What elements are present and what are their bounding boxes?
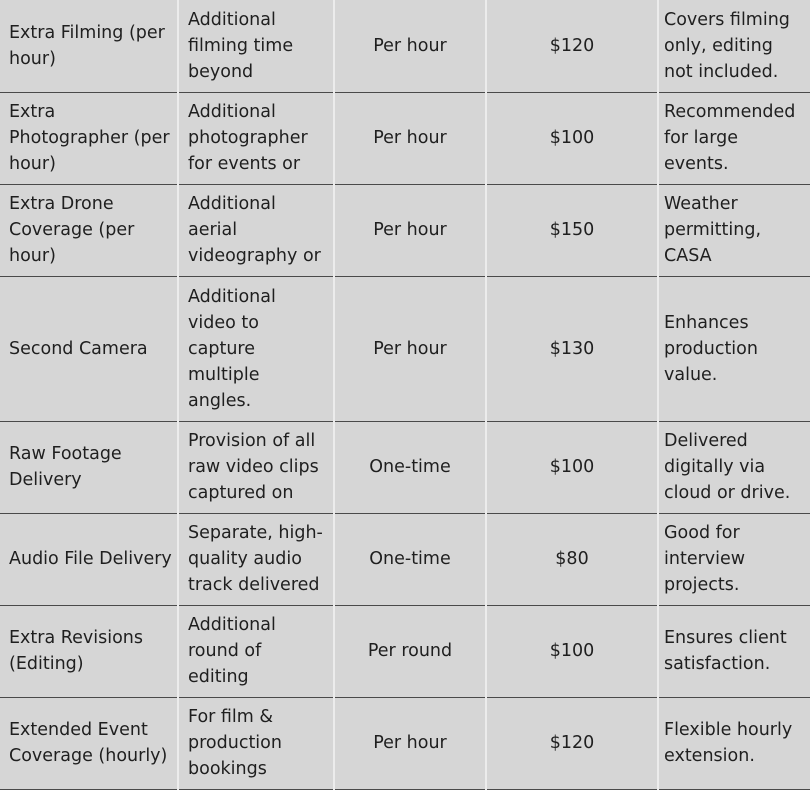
item-cell <box>0 0 178 92</box>
item-unit: One-time <box>369 457 451 477</box>
description-cell <box>178 0 334 92</box>
item-cell <box>0 184 178 276</box>
price-cell <box>486 184 658 276</box>
description-cell <box>178 92 334 184</box>
item-description: Additional photographer for events or <box>188 102 308 174</box>
item-price: $100 <box>549 128 595 148</box>
item-unit: Per hour <box>373 128 447 148</box>
item-name: Raw Footage Delivery <box>9 444 122 490</box>
item-name: Extra Photographer (per hour) <box>9 102 170 174</box>
item-price: $120 <box>549 733 595 753</box>
notes-cell <box>658 0 810 92</box>
item-cell <box>0 605 178 697</box>
item-notes: Flexible hourly extension. <box>664 720 793 766</box>
price-cell <box>486 0 658 92</box>
notes-cell <box>658 513 810 605</box>
notes-cell <box>658 276 810 421</box>
item-name: Extra Filming (per hour) <box>9 22 165 69</box>
price-cell <box>486 92 658 184</box>
item-description: Provision of all raw video clips captured on <box>188 431 319 503</box>
notes-cell <box>658 184 810 276</box>
item-cell <box>0 421 178 513</box>
item-unit: One-time <box>369 549 451 569</box>
item-cell <box>0 513 178 605</box>
notes-cell <box>658 421 810 513</box>
table-row <box>0 513 810 605</box>
notes-cell <box>658 92 810 184</box>
item-price: $130 <box>549 338 595 359</box>
table-row <box>0 276 810 421</box>
price-cell <box>486 513 658 605</box>
item-description: Additional video to capture multiple angles. <box>188 286 276 411</box>
item-notes: Good for interview projects. <box>664 523 746 595</box>
item-description: For film & production bookings <box>188 707 282 779</box>
item-name: Audio File Delivery <box>9 549 172 569</box>
price-cell <box>486 276 658 421</box>
description-cell <box>178 513 334 605</box>
item-description: Additional aerial videography or <box>188 194 321 266</box>
item-cell <box>0 92 178 184</box>
description-cell <box>178 605 334 697</box>
notes-cell <box>658 697 810 789</box>
item-unit: Per hour <box>373 733 447 753</box>
item-notes: Enhances production value. <box>664 312 758 385</box>
item-notes: Ensures client satisfaction. <box>664 628 787 674</box>
description-cell <box>178 184 334 276</box>
unit-cell <box>334 184 486 276</box>
item-description: Separate, high-quality audio track delivered <box>188 523 323 595</box>
price-cell <box>486 697 658 789</box>
item-notes: Delivered digitally via cloud or drive. <box>664 431 791 503</box>
item-unit: Per round <box>367 641 453 661</box>
price-cell <box>486 421 658 513</box>
unit-cell <box>334 276 486 421</box>
item-price: $150 <box>549 220 595 240</box>
item-unit: Per hour <box>373 338 447 359</box>
item-cell <box>0 276 178 421</box>
table-row <box>0 0 810 92</box>
item-description: Additional filming time beyond <box>188 9 294 82</box>
description-cell <box>178 276 334 421</box>
item-name: Extra Revisions (Editing) <box>9 628 144 674</box>
item-name: Extra Drone Coverage (per hour) <box>9 194 135 266</box>
table-row <box>0 184 810 276</box>
item-name: Second Camera <box>9 338 148 359</box>
item-price: $120 <box>549 35 595 56</box>
table-row <box>0 421 810 513</box>
item-notes: Recommended for large events. <box>664 102 796 174</box>
item-name: Extended Event Coverage (hourly) <box>9 720 168 766</box>
table-row <box>0 697 810 789</box>
item-price: $100 <box>549 457 595 477</box>
item-notes: Covers filming only, editing not included. <box>664 9 790 82</box>
unit-cell <box>334 513 486 605</box>
unit-cell <box>334 421 486 513</box>
item-price: $100 <box>549 641 595 661</box>
unit-cell <box>334 0 486 92</box>
description-cell <box>178 421 334 513</box>
description-cell <box>178 697 334 789</box>
table-row <box>0 605 810 697</box>
unit-cell <box>334 697 486 789</box>
table-row <box>0 92 810 184</box>
item-price: $80 <box>555 549 589 569</box>
unit-cell <box>334 605 486 697</box>
item-description: Additional round of editing <box>188 615 276 687</box>
item-notes: Weather permitting, CASA <box>664 194 762 266</box>
item-unit: Per hour <box>373 220 447 240</box>
unit-cell <box>334 92 486 184</box>
price-cell <box>486 605 658 697</box>
item-unit: Per hour <box>373 35 447 56</box>
notes-cell <box>658 605 810 697</box>
item-cell <box>0 697 178 789</box>
